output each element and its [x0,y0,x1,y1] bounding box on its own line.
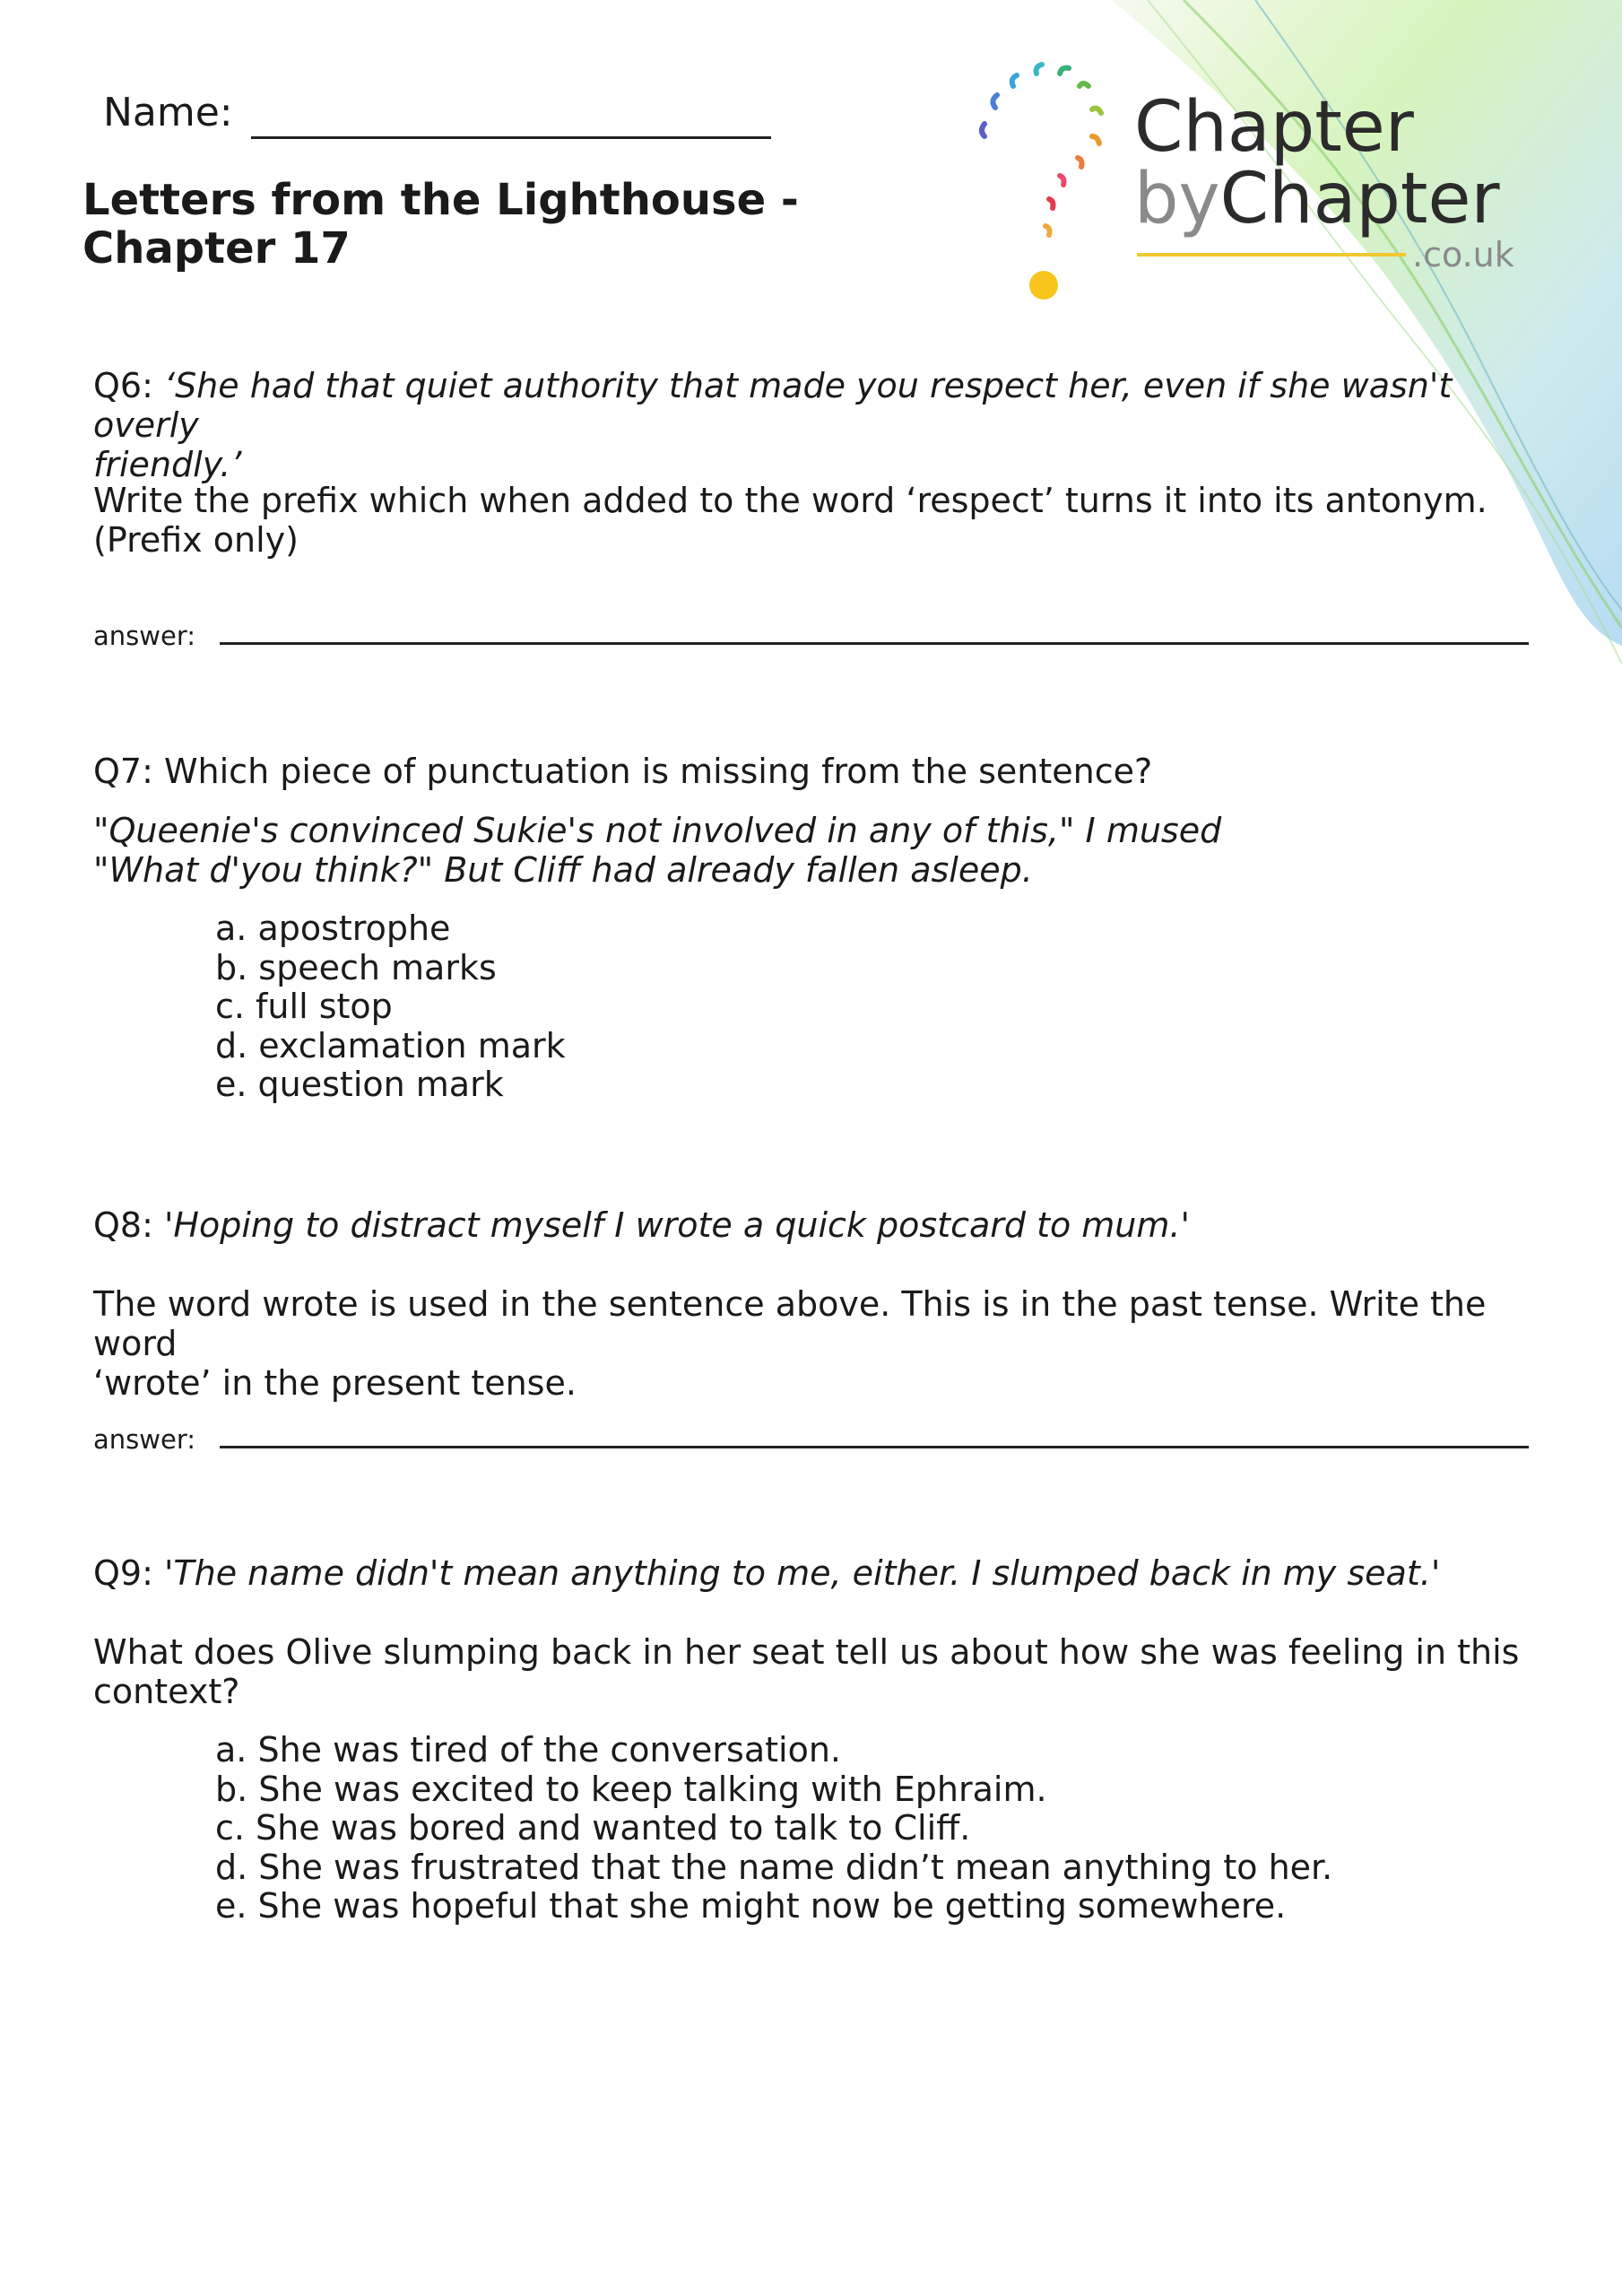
q8-quote: 'Hoping to distract myself I wrote a quick postcard to mum.' [163,1205,1190,1245]
q6-prompt [93,481,1528,560]
q6-prompt-line-1: Write the prefix which when added to the word ‘respect’ turns it into its antonym. [93,481,1488,520]
q6-answer-label: answer: [93,621,196,651]
q9-quote: 'The name didn't mean anything to me, either. I slumped back in my seat.' [163,1553,1441,1593]
q8-answer-line[interactable] [220,1446,1529,1448]
q8-prompt [93,1284,1528,1403]
chapter-by-chapter-logo-icon [967,54,1119,314]
q6-answer-line[interactable] [220,642,1529,645]
q9-prompt-line-1: What does Olive slumping back in her seat tell us about how she was feeling in this [93,1632,1520,1672]
q7-option-c[interactable]: c. full stop [215,987,393,1026]
title-line-2: Chapter 17 [82,223,351,274]
logo-underline [1137,253,1406,257]
q7-quote-line-2: "What d'you think?" But Cliff had already fallen asleep. [93,850,1033,890]
logo-word-chapter: Chapter [1134,87,1414,168]
q8-number: Q8: [93,1205,153,1245]
q6-number: Q6: [93,366,153,405]
q9-options [215,1731,1332,1926]
q7-option-b[interactable]: b. speech marks [215,947,497,987]
question-8 [93,1205,1528,1245]
name-input-line[interactable] [251,136,771,139]
title-line-1: Letters from the Lighthouse - [82,175,799,225]
logo-word-chapter-2: Chapter [1219,159,1500,239]
question-9 [93,1553,1528,1593]
q9-option-d[interactable]: d. She was frustrated that the name didn’t mean anything to her. [215,1847,1333,1887]
q9-prompt-line-2: context? [93,1672,240,1711]
q7-options [215,909,566,1105]
q9-number: Q9: [93,1553,153,1593]
q7-quote-line-1: "Queenie's convinced Sukie's not involved in any of this," I mused [93,811,1222,850]
q9-prompt [93,1632,1528,1711]
q6-quote-line-2: friendly.’ [93,445,242,484]
q7-prompt: Q7: Which piece of punctuation is missing from the sentence? [93,752,1153,791]
worksheet-title [82,176,799,273]
q8-answer-label: answer: [93,1424,196,1455]
question-6 [93,366,1528,484]
q8-prompt-line-2: ‘wrote’ in the present tense. [93,1363,577,1403]
q6-prompt-line-2: (Prefix only) [93,520,299,560]
q7-quote [93,811,1528,890]
name-label: Name: [103,90,233,135]
logo-word-by: by [1134,159,1220,239]
q9-option-b[interactable]: b. She was excited to keep talking with Ephraim. [215,1769,1047,1809]
q9-option-a[interactable]: a. She was tired of the conversation. [215,1730,841,1770]
q9-option-e[interactable]: e. She was hopeful that she might now be getting somewhere. [215,1886,1287,1926]
q8-prompt-line-1: The word wrote is used in the sentence above. This is in the past tense. Write the word [93,1284,1487,1363]
q7-option-a[interactable]: a. apostrophe [215,909,451,948]
logo-word-bychapter [1134,161,1500,237]
q7-option-e[interactable]: e. question mark [215,1065,504,1104]
q9-option-c[interactable]: c. She was bored and wanted to talk to Cliff. [215,1808,971,1848]
q6-quote-line-1: ‘She had that quiet authority that made you respect her, even if she wasn't overly [93,366,1453,445]
q7-option-d[interactable]: d. exclamation mark [215,1025,566,1065]
logo-domain: .co.uk [1412,235,1514,274]
